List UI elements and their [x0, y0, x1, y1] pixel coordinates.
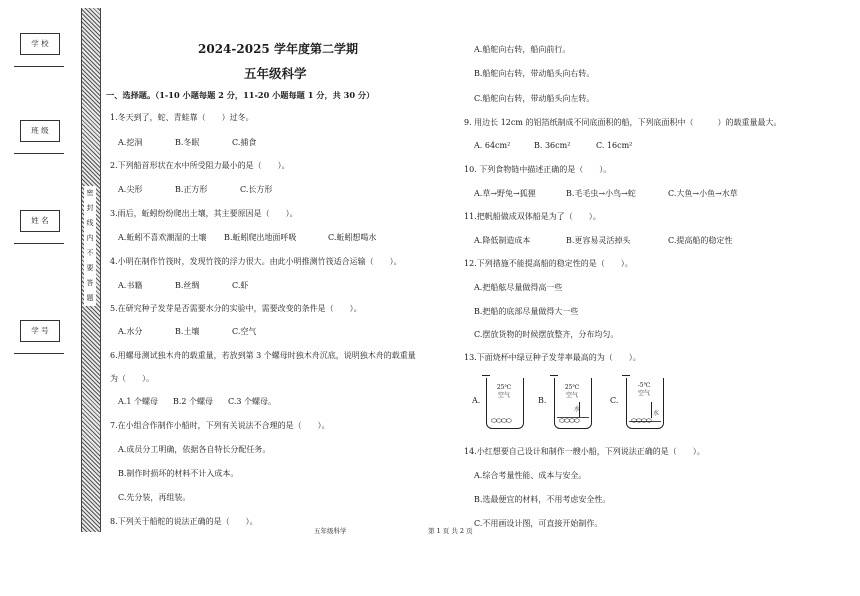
question-2: 2.下列船首形状在水中所受阻力最小的是（ ）。 — [110, 161, 290, 170]
beaker-c-temp: -5℃ — [637, 382, 651, 389]
q4-option-c: C.虾 — [232, 281, 249, 290]
q5-option-b: B.土壤 — [175, 327, 200, 336]
q7-option-c: C.先分装，再组装。 — [118, 493, 191, 502]
beaker-b-air: 空气 — [565, 392, 578, 399]
q6-option-a: A.1 个螺母 — [118, 397, 158, 406]
q5-option-c: C.空气 — [232, 327, 257, 336]
beaker-a-temp: 25℃ — [496, 384, 512, 391]
beaker-c-air: 空气 — [637, 390, 650, 397]
school-label-box — [20, 33, 60, 55]
q6-option-b: B.2 个螺母 — [173, 397, 214, 406]
beaker-b-seeds: ⬭⬭⬭⬭ — [559, 417, 579, 425]
section-title: 一、选择题。（1-10 小题每题 2 分，11-20 小题每题 1 分，共 30 分） — [106, 90, 375, 100]
question-5: 5.在研究种子发芽是否需要水分的实验中，需要改变的条件是（ ）。 — [110, 304, 362, 313]
school-underline — [14, 66, 64, 67]
class-label: 班 级 — [31, 126, 49, 135]
q8-option-b: B.船舵向右转，带动船头向右转。 — [474, 69, 595, 78]
q3-option-b: B.蚯蚓爬出地面呼吸 — [224, 233, 297, 242]
beaker-a-seeds: ⬭⬭⬭⬭ — [491, 417, 511, 425]
beaker-c — [626, 378, 664, 429]
beaker-c-water: 水 — [653, 410, 660, 417]
question-10: 10. 下列食物链中描述正确的是（ ）。 — [464, 165, 612, 174]
seal-line-text: 密封线内不要答题 — [84, 186, 96, 306]
q3-option-c: C.蚯蚓想喝水 — [328, 233, 377, 242]
q1-option-b: B.冬眠 — [175, 138, 200, 147]
beaker-a-air: 空气 — [497, 392, 510, 399]
question-7: 7.在小组合作制作小船时，下列有关说法不合理的是（ ）。 — [110, 421, 330, 430]
q1-option-c: C.捕食 — [232, 138, 257, 147]
q5-option-a: A.水分 — [118, 327, 143, 336]
question-9: 9. 用边长 12cm 的铝箔纸制成不同底面积的船，下列底面积中（ ）的载重量最大。 — [464, 118, 782, 127]
q10-option-c: C.大鱼→小鱼→水草 — [668, 189, 738, 198]
class-underline — [14, 153, 64, 154]
q11-option-c: C.提高船的稳定性 — [668, 236, 733, 245]
name-label-box — [20, 210, 60, 232]
beaker-b-water: 水 — [574, 406, 581, 413]
beaker-b-temp: 25℃ — [564, 384, 580, 391]
question-13: 13.下面烧杯中绿豆种子发芽率最高的为（ ）。 — [464, 353, 641, 362]
question-12: 12.下列措施不能提高船的稳定性的是（ ）。 — [464, 259, 633, 268]
q6-option-c: C.3 个螺母。 — [228, 397, 277, 406]
number-label: 学 号 — [31, 326, 49, 335]
q12-option-a: A.把船舷尽量做得高一些 — [474, 283, 563, 292]
q10-option-a: A.草→野兔→狐狸 — [474, 189, 536, 198]
number-underline — [14, 353, 64, 354]
question-11: 11.把帆船做成双体船是为了（ ）。 — [464, 212, 601, 221]
q7-option-b: B.制作时损坏的材料不计入成本。 — [118, 469, 239, 478]
beaker-c-option: C. — [610, 396, 619, 405]
question-8: 8.下列关于船舵的说法正确的是（ ）。 — [110, 517, 258, 526]
class-label-box — [20, 120, 60, 142]
q9-option-c: C. 16cm² — [596, 141, 633, 150]
footer-page-number: 第 1 页 共 2 页 — [428, 527, 473, 535]
name-label: 姓 名 — [31, 216, 49, 225]
q2-option-a: A.尖形 — [118, 185, 143, 194]
q12-option-b: B.把船的底部尽量做得大一些 — [474, 307, 579, 316]
q14-option-c: C.不用画设计图，可直接开始制作。 — [474, 519, 603, 528]
q4-option-a: A.书籍 — [118, 281, 143, 290]
q9-option-a: A. 64cm² — [474, 141, 511, 150]
question-1: 1.冬天到了，蛇、青蛙靠（ ）过冬。 — [110, 113, 254, 122]
q10-option-b: B.毛毛虫→小鸟→蛇 — [566, 189, 636, 198]
beaker-b — [554, 378, 592, 429]
q4-option-b: B.丝绸 — [175, 281, 200, 290]
q2-option-b: B.正方形 — [175, 185, 208, 194]
q11-option-b: B.更容易灵活掉头 — [566, 236, 631, 245]
exam-subject-title: 五年级科学 — [244, 66, 307, 81]
q14-option-a: A.综合考量性能、成本与安全。 — [474, 471, 587, 480]
q12-option-c: C.摆放货物的时候摆放整齐，分布均匀。 — [474, 330, 619, 339]
footer-subject: 五年级科学 — [314, 527, 347, 535]
question-6-line-2: 为（ ）。 — [110, 374, 154, 383]
q3-option-a: A.蚯蚓不喜欢潮湿的土壤 — [118, 233, 207, 242]
beaker-a-option: A. — [472, 396, 481, 405]
number-label-box — [20, 320, 60, 342]
question-6-line-1: 6.用螺母测试独木舟的载重量，若放到第 3 个螺母时独木舟沉底，说明独木舟的载重量 — [110, 351, 416, 360]
q7-option-a: A.成员分工明确，依据各自特长分配任务。 — [118, 445, 271, 454]
school-label: 学 校 — [31, 39, 49, 48]
exam-year-title: 2024-2025 学年度第二学期 — [198, 42, 358, 56]
q14-option-b: B.选最便宜的材料，不用考虑安全性。 — [474, 495, 611, 504]
q8-option-c: C.船舵向右转，带动船头向左转。 — [474, 94, 595, 103]
q9-option-b: B. 36cm² — [534, 141, 571, 150]
question-4: 4.小明在制作竹筏时，发现竹筏的浮力很大。由此小明推测竹筏适合运输（ ）。 — [110, 257, 402, 266]
beaker-b-option: B. — [538, 396, 547, 405]
beaker-c-seeds: ⬭⬭⬭⬭ — [631, 417, 651, 425]
question-3: 3.雨后，蚯蚓纷纷爬出土壤，其主要原因是（ ）。 — [110, 209, 298, 218]
q2-option-c: C.长方形 — [240, 185, 273, 194]
q8-option-a: A.船舵向右转，船向前行。 — [474, 45, 571, 54]
beaker-a — [486, 378, 524, 429]
q11-option-a: A.降低制造成本 — [474, 236, 531, 245]
q1-option-a: A.挖洞 — [118, 138, 143, 147]
question-14: 14.小红想要自己设计和制作一艘小船，下列说法正确的是（ ）。 — [464, 447, 705, 456]
name-underline — [14, 243, 64, 244]
